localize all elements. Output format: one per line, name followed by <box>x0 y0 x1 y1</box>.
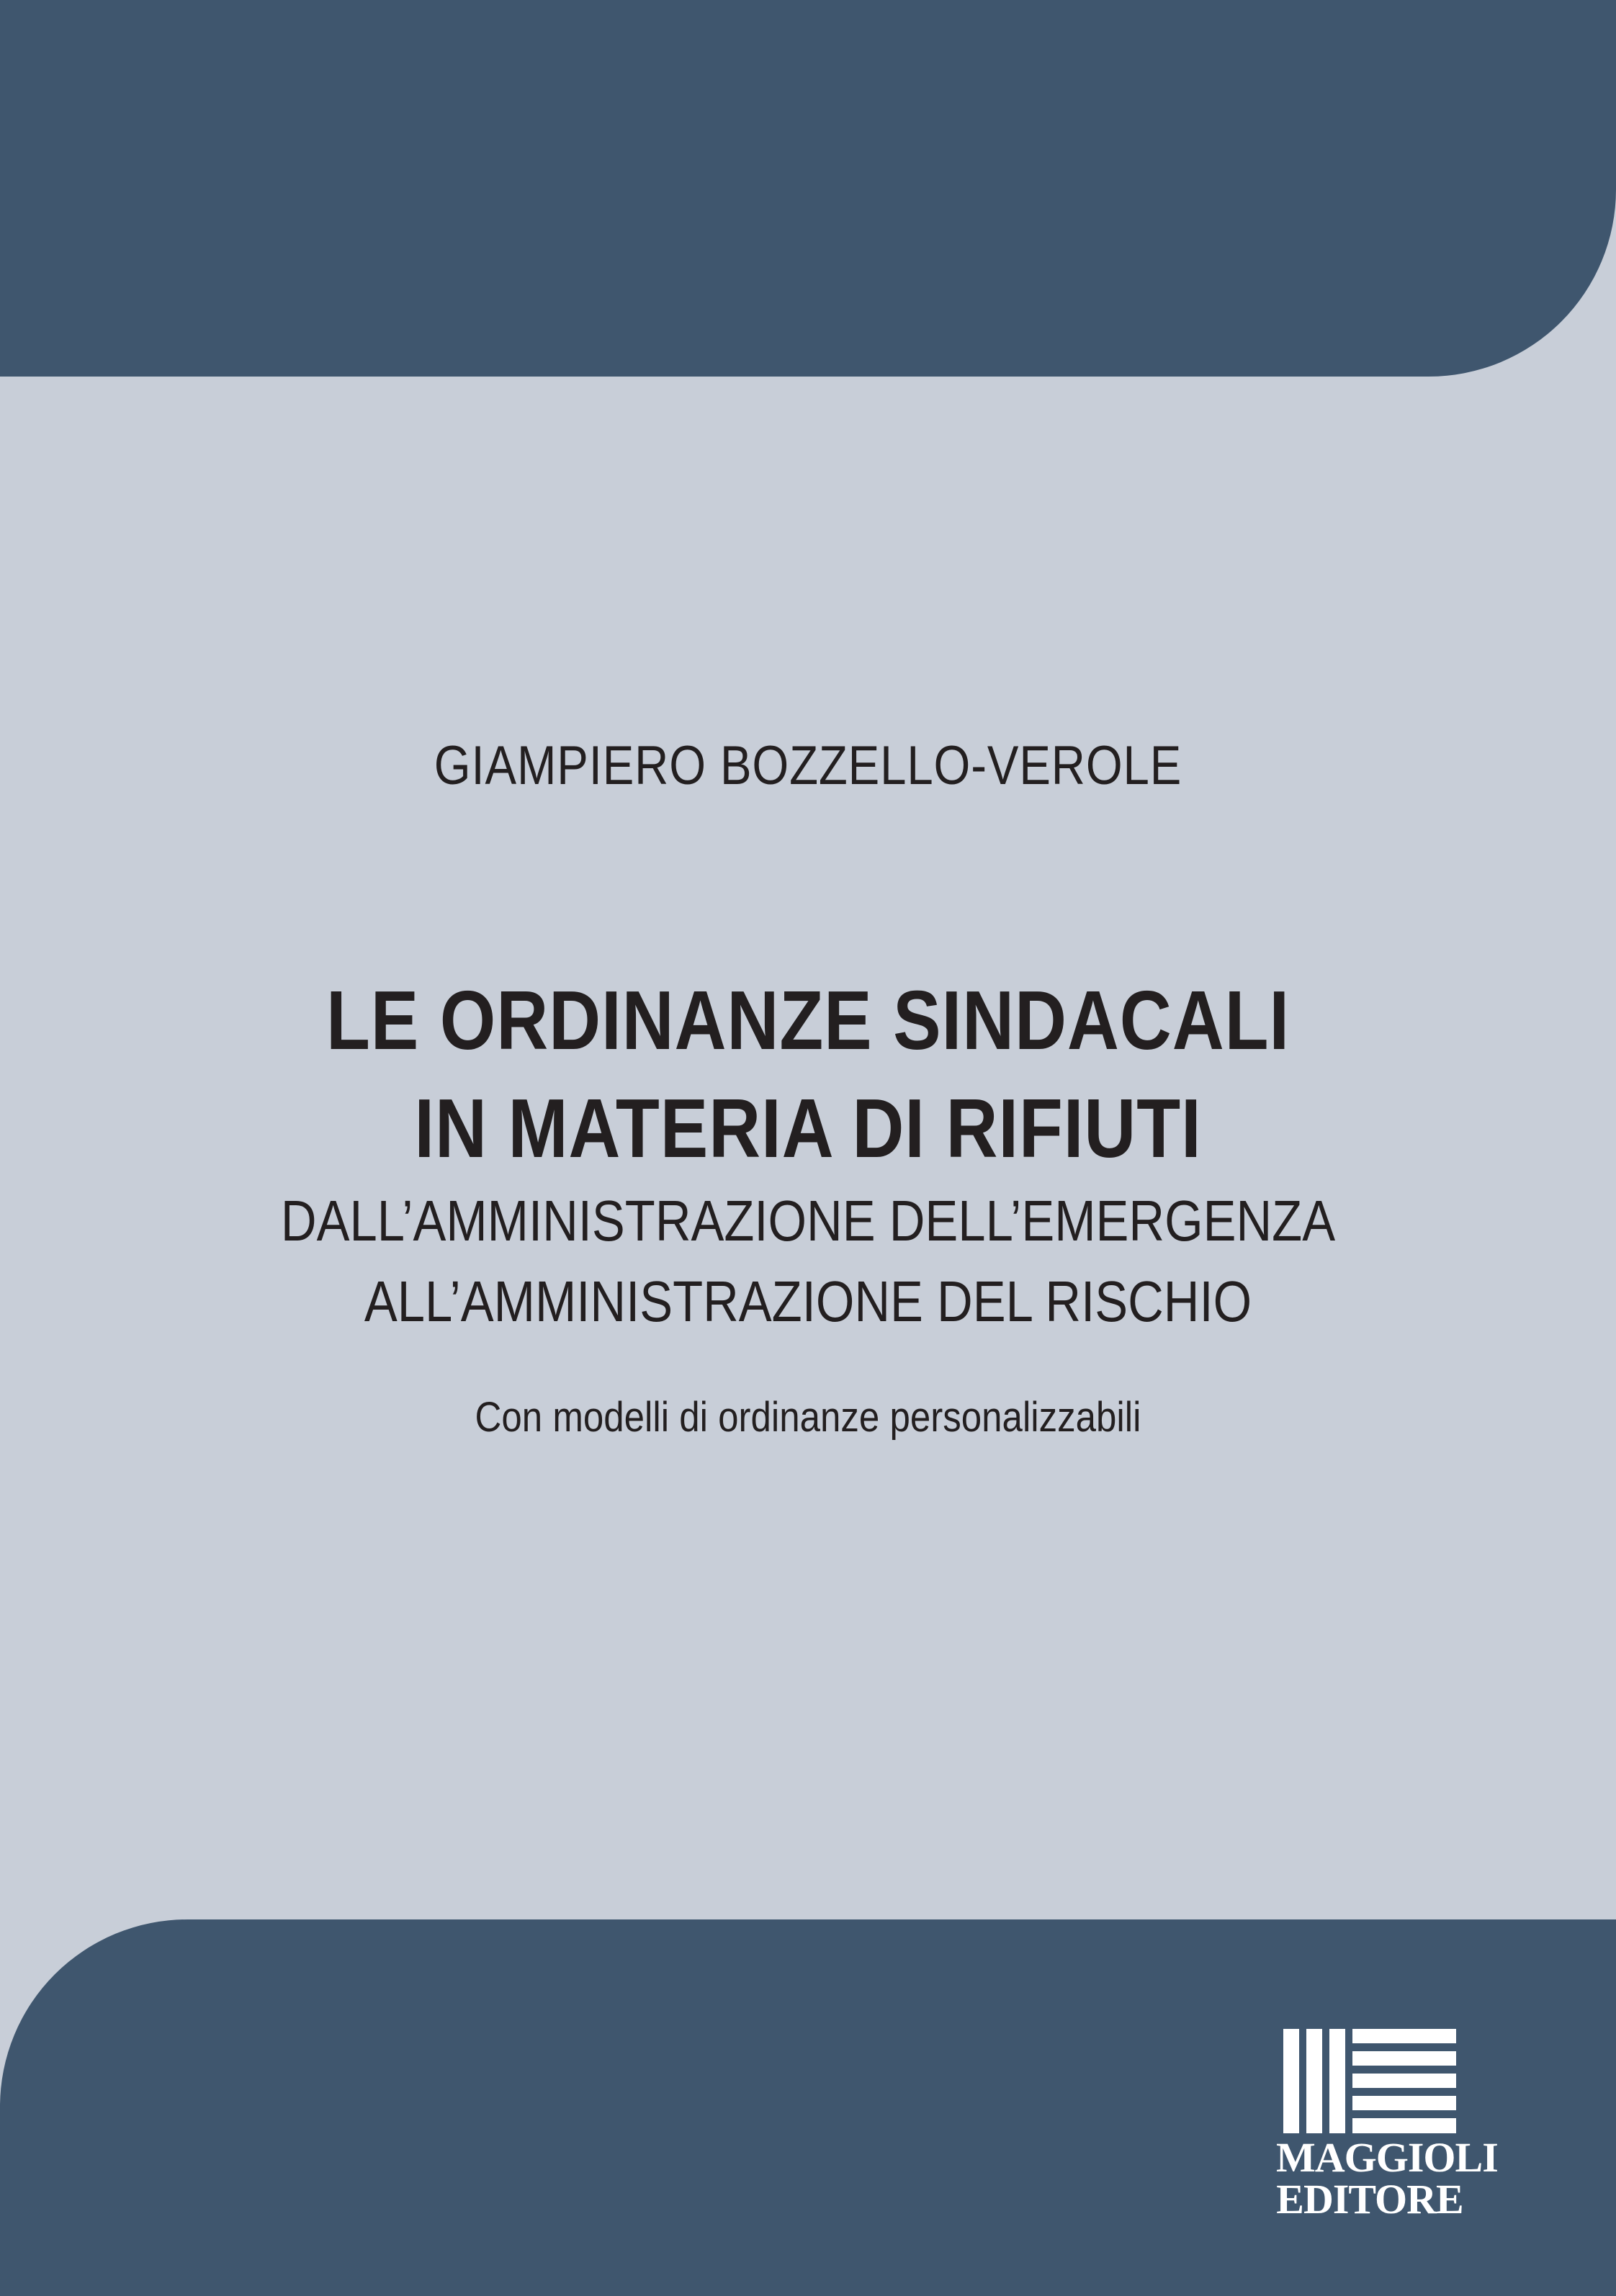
publisher-name-line-1: MAGGIOLI <box>1276 2134 1498 2181</box>
book-title-line-1: LE ORDINANZE SINDACALI <box>326 973 1290 1067</box>
book-tagline: Con modelli di ordinanze personalizzabili <box>475 1394 1141 1441</box>
publisher-name-line-2: EDITORE <box>1276 2176 1463 2223</box>
publisher-logo <box>1276 2029 1498 2228</box>
maggioli-me-logo-icon <box>1276 2029 1463 2137</box>
author-name: GIAMPIERO BOZZELLO-VEROLE <box>434 735 1182 796</box>
book-subtitle-line-1: DALL’AMMINISTRAZIONE DELL’EMERGENZA <box>280 1189 1336 1253</box>
top-decorative-band <box>0 0 1616 377</box>
book-subtitle-line-2: ALL’AMMINISTRAZIONE DEL RISCHIO <box>364 1269 1252 1333</box>
book-title-line-2: IN MATERIA DI RIFIUTI <box>414 1081 1202 1175</box>
